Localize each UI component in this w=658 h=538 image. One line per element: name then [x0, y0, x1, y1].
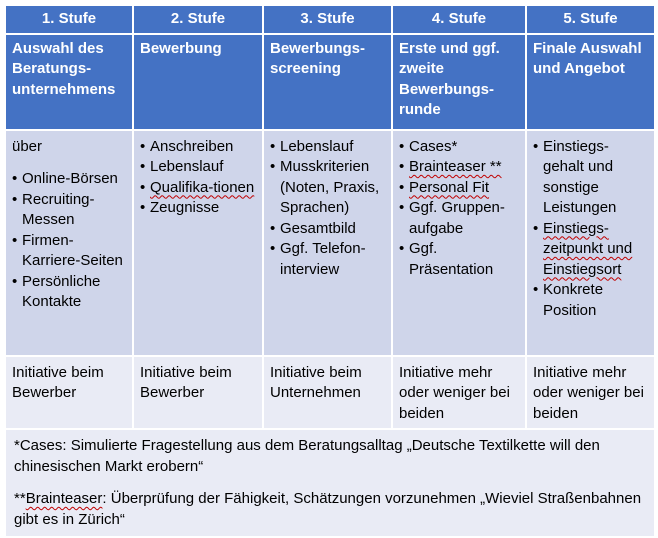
list-item: • Ggf. Präsentation — [399, 239, 519, 280]
stage-2-header: 2. Stufe — [133, 5, 263, 34]
list-item: • Firmen-Karriere-Seiten — [12, 231, 126, 272]
stage-1-header: 1. Stufe — [5, 5, 133, 34]
initiative-5: Initiative mehr oder weniger bei beiden — [526, 356, 655, 430]
initiative-3: Initiative beim Unternehmen — [263, 356, 392, 430]
topic-2: Bewerbung — [133, 34, 263, 130]
initiative-2: Initiative beim Bewerber — [133, 356, 263, 430]
stage-3-header: 3. Stufe — [263, 5, 392, 34]
footnote-marker: ** — [14, 490, 26, 507]
list-item: • Ggf. Gruppen-aufgabe — [399, 198, 519, 239]
footnote-row — [5, 429, 655, 537]
list-item: • Einstiegs-gehalt und sonstige Leistungen — [533, 137, 648, 219]
list-item: • Ggf. Telefon-interview — [270, 239, 385, 280]
topic-5: Finale Auswahl und Angebot — [526, 34, 655, 130]
list-item — [399, 157, 519, 178]
topic-4: Erste und ggf. zweite Bewerbungs-runde — [392, 34, 526, 130]
details-col-4 — [392, 130, 526, 356]
topic-3: Bewerbungs-screening — [263, 34, 392, 130]
interview-rounds-list — [399, 137, 519, 281]
spellcheck-word: Brainteaser — [25, 490, 103, 507]
list-item: • Anschreiben — [140, 137, 256, 158]
list-item: • Lebenslauf — [270, 137, 385, 158]
channels-intro: über — [12, 137, 43, 155]
stage-4-header: 4. Stufe — [392, 5, 526, 34]
list-item — [399, 178, 519, 199]
details-col-3 — [263, 130, 392, 356]
channel-list — [12, 169, 126, 313]
details-col-2 — [133, 130, 263, 356]
list-item: • Cases* — [399, 137, 519, 158]
screening-list — [270, 137, 385, 281]
list-item: • Online-Börsen — [12, 169, 126, 190]
spellcheck-word: Personal Fit — [409, 178, 490, 196]
list-item: • Recruiting-Messen — [12, 190, 126, 231]
spellcheck-word: Brainteaser ** — [409, 158, 502, 175]
details-col-5 — [526, 130, 655, 356]
list-item: • Konkrete Position — [533, 280, 648, 321]
list-item — [533, 219, 648, 281]
topic-1: Auswahl des Beratungs-unternehmens — [5, 34, 133, 130]
stage-5-header: 5. Stufe — [526, 5, 655, 34]
recruiting-stages-table — [4, 4, 656, 538]
topic-row — [5, 34, 655, 130]
list-item: • Persönliche Kontakte — [12, 272, 126, 313]
initiative-row — [5, 356, 655, 430]
spellcheck-word: Qualifika-tionen — [150, 178, 255, 196]
list-item — [140, 178, 256, 199]
initiative-1: Initiative beim Bewerber — [5, 356, 133, 430]
footnote-text: : Überprüfung der Fähigkeit, Schätzungen vorzunehmen „Wieviel Straßenbahnen gibt es in Zürich“ — [14, 490, 642, 528]
stage-header-row — [5, 5, 655, 34]
spellcheck-word: Einstiegs-zeitpunkt und Einstiegsort — [543, 219, 633, 278]
application-docs-list — [140, 137, 256, 219]
list-item: • Musskriterien (Noten, Praxis, Sprachen) — [270, 157, 385, 219]
list-item: • Zeugnisse — [140, 198, 256, 219]
details-row — [5, 130, 655, 356]
list-item: • Lebenslauf — [140, 157, 256, 178]
brainteaser-footnote — [14, 489, 646, 530]
cases-footnote: *Cases: Simulierte Fragestellung aus dem Beratungsalltag „Deutsche Textilkette will den chinesischen Markt erobern“ — [14, 437, 613, 475]
initiative-4: Initiative mehr oder weniger bei beiden — [392, 356, 526, 430]
footnotes — [5, 429, 655, 537]
offer-list — [533, 137, 648, 322]
details-col-1 — [5, 130, 133, 356]
list-item: • Gesamtbild — [270, 219, 385, 240]
